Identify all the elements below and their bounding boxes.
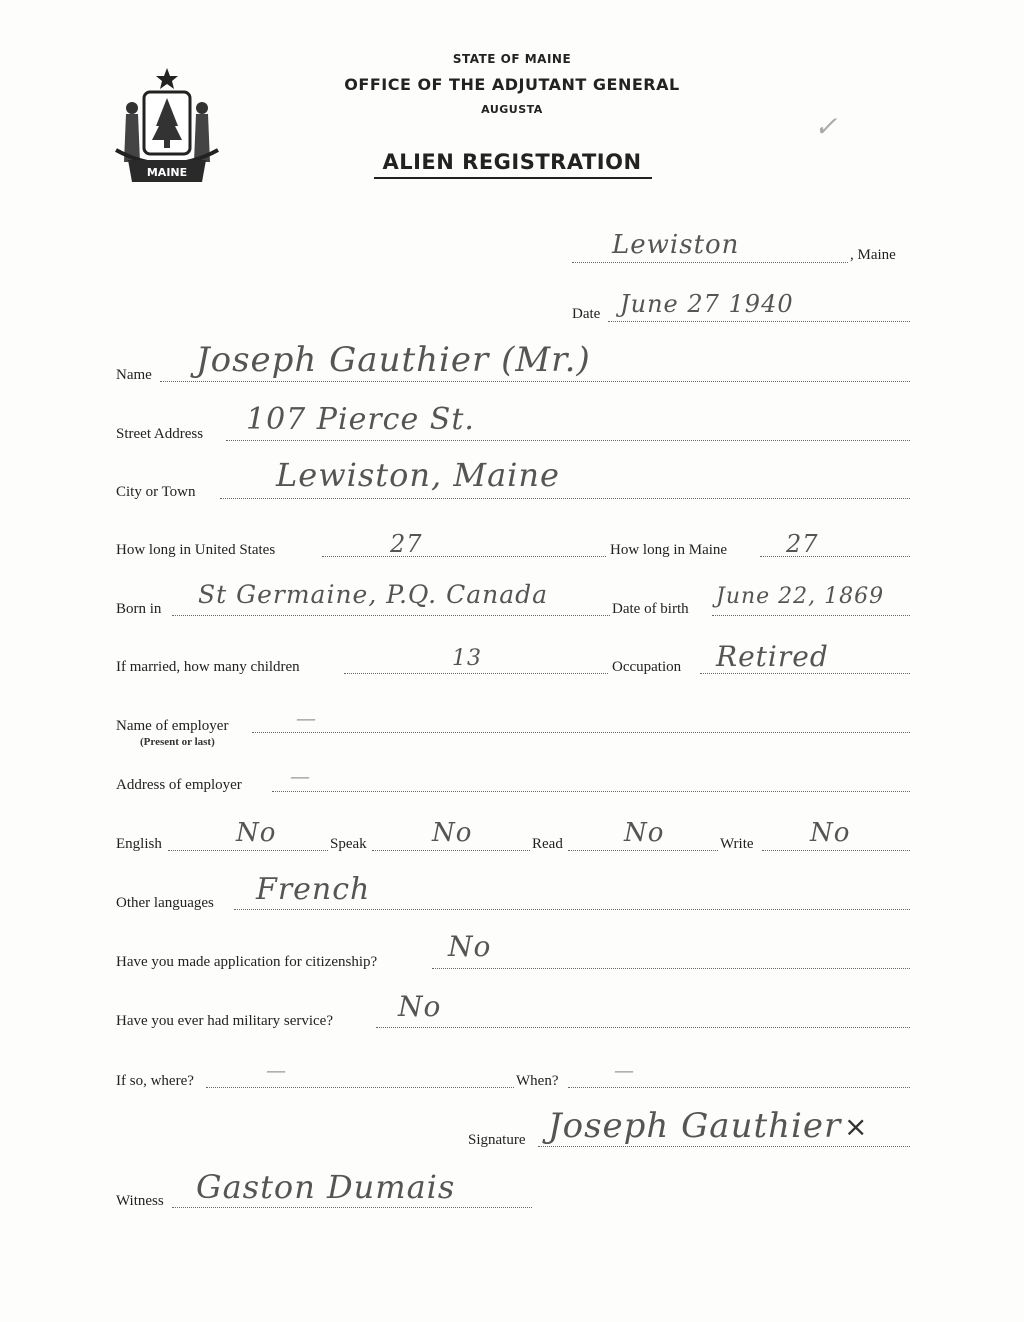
signature-line [538, 1146, 910, 1147]
maine-label: , Maine [850, 247, 896, 263]
office-heading: OFFICE OF THE ADJUTANT GENERAL [344, 75, 680, 94]
when-label: When? [516, 1073, 559, 1089]
employer-name-line [252, 732, 910, 733]
town-line [572, 262, 848, 263]
date-label: Date [572, 306, 601, 322]
born-in-value: St Germaine, P.Q. Canada [198, 580, 549, 609]
how-long-us-value: 27 [390, 530, 423, 558]
how-long-maine-label: How long in Maine [610, 542, 728, 558]
witness-line [172, 1207, 532, 1208]
check-mark: ✓ [814, 110, 839, 143]
state-heading: STATE OF MAINE [452, 52, 572, 66]
write-line [762, 850, 910, 851]
speak-line [372, 850, 530, 851]
date-value: June 27 1940 [620, 290, 794, 318]
name-line [160, 381, 910, 382]
employer-name-label: Name of employer [116, 718, 229, 734]
military-label: Have you ever had military service? [116, 1013, 333, 1029]
employer-name-value: — [296, 706, 317, 730]
occupation-label: Occupation [612, 659, 682, 675]
date-of-birth-label: Date of birth [612, 601, 689, 617]
street-line [226, 440, 910, 441]
how-long-us-label: How long in United States [116, 542, 276, 558]
military-value: No [398, 990, 442, 1023]
citizenship-line [432, 968, 910, 969]
witness-value: Gaston Dumais [196, 1168, 456, 1206]
town-value: Lewiston [612, 230, 740, 260]
citizenship-label: Have you made application for citizenship? [116, 954, 378, 970]
city-heading: AUGUSTA [481, 103, 543, 116]
other-languages-line [234, 909, 910, 910]
children-value: 13 [452, 646, 482, 671]
signature-value: Joseph Gauthier [548, 1106, 842, 1146]
employer-name-note: (Present or last) [140, 736, 215, 748]
employer-address-line [272, 791, 910, 792]
other-languages-label: Other languages [116, 895, 214, 911]
occupation-value: Retired [716, 640, 829, 673]
page-title: ALIEN REGISTRATION [382, 150, 642, 174]
witness-label: Witness [116, 1193, 164, 1209]
date-of-birth-value: June 22, 1869 [716, 584, 885, 609]
read-label: Read [532, 836, 563, 852]
speak-value: No [432, 818, 473, 848]
born-in-label: Born in [116, 601, 162, 617]
english-value: No [236, 818, 277, 848]
employer-address-value: — [290, 764, 311, 788]
how-long-us-line [322, 556, 606, 557]
children-line [344, 673, 608, 674]
seal-label: MAINE [146, 166, 188, 179]
signature-mark: × [844, 1110, 868, 1143]
city-label: City or Town [116, 484, 196, 500]
other-languages-value: French [256, 872, 371, 907]
when-line [568, 1087, 910, 1088]
write-value: No [810, 818, 851, 848]
city-line [220, 498, 910, 499]
speak-label: Speak [330, 836, 367, 852]
married-children-label: If married, how many children [116, 659, 300, 675]
street-label: Street Address [116, 426, 204, 442]
how-long-maine-value: 27 [786, 530, 819, 558]
english-label: English [116, 836, 162, 852]
date-of-birth-line [712, 615, 910, 616]
employer-address-label: Address of employer [116, 777, 242, 793]
read-line [568, 850, 718, 851]
when-value: — [614, 1058, 635, 1082]
date-line [608, 321, 910, 322]
title-underline [374, 177, 652, 179]
name-label: Name [116, 367, 152, 383]
english-line [168, 850, 328, 851]
name-value: Joseph Gauthier (Mr.) [196, 340, 591, 380]
signature-label: Signature [468, 1132, 526, 1148]
citizenship-value: No [448, 930, 492, 963]
born-in-line [172, 615, 610, 616]
occupation-line [700, 673, 910, 674]
read-value: No [624, 818, 665, 848]
street-value: 107 Pierce St. [246, 402, 475, 437]
where-label: If so, where? [116, 1073, 194, 1089]
write-label: Write [720, 836, 754, 852]
how-long-maine-line [760, 556, 910, 557]
where-line [206, 1087, 514, 1088]
where-value: — [266, 1058, 287, 1082]
city-value: Lewiston, Maine [276, 456, 560, 494]
military-line [376, 1027, 910, 1028]
